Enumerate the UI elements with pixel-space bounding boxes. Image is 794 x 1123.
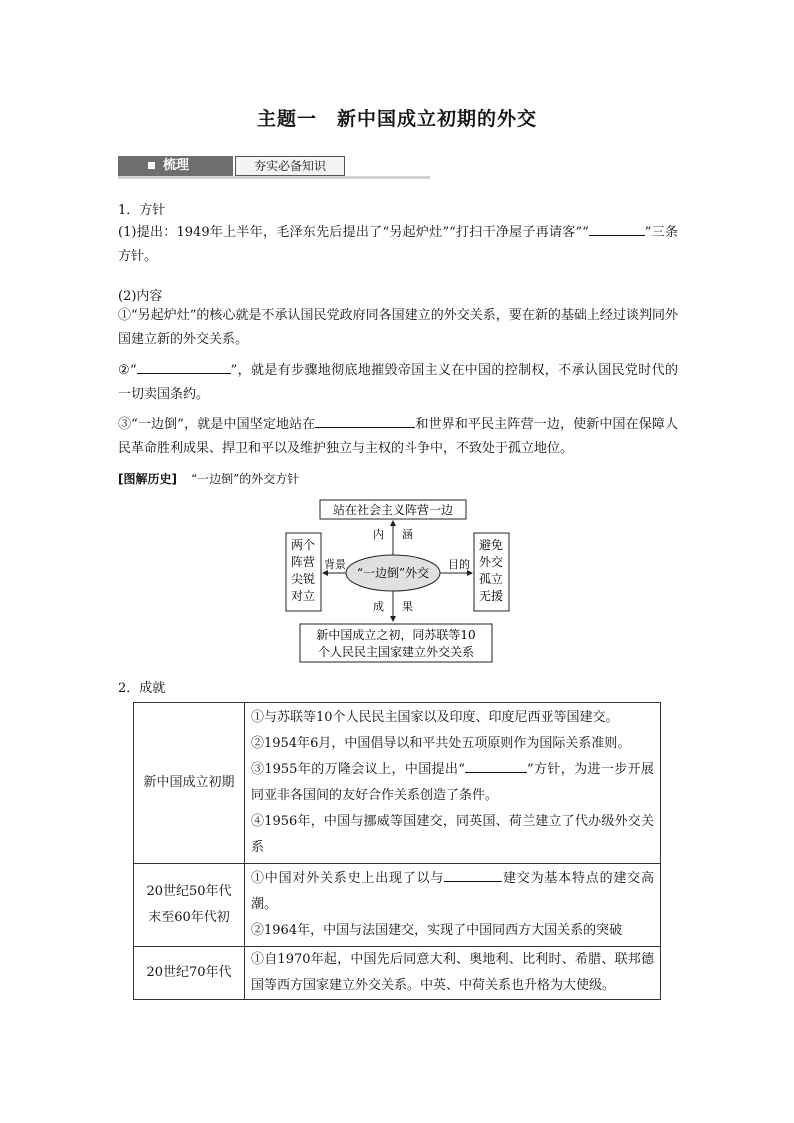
- diagram-label-bottom-b: 果: [402, 600, 413, 613]
- period-cell: [134, 864, 245, 947]
- diagram-label-top-b: 涵: [402, 528, 413, 541]
- figure-tag: [图解历史]: [118, 472, 177, 486]
- fill-blank-4: [465, 758, 527, 773]
- content-item-2-start: ②“: [118, 363, 137, 378]
- list-item-end: ”方针，为进一步开展同亚非各国间的友好合作关系创造了条件。: [251, 762, 654, 803]
- diagram-right-line-4: 无援: [478, 589, 504, 603]
- heading-policy: 1．方针: [118, 203, 166, 218]
- diagram-bottom-line-2: 个人民民主国家建立外交关系: [317, 645, 475, 659]
- policy-proposal: [118, 221, 678, 269]
- diagram-label-top-a: 内: [373, 528, 384, 541]
- diagram-svg: [280, 497, 520, 665]
- diagram-right-line-2: 外交: [478, 555, 504, 569]
- content-item-3-start: ③“一边倒”，就是中国坚定地站在: [118, 417, 316, 432]
- section-divider: [118, 176, 430, 179]
- achievements-table: [133, 702, 661, 1000]
- diagram-right-line-3: 孤立: [478, 572, 504, 586]
- content-item-3: [118, 413, 678, 461]
- list-item-start: ①中国对外关系史上出现了以与: [251, 871, 445, 886]
- section-light-tab: 夯实必备知识: [235, 156, 345, 176]
- content-cell: [245, 947, 661, 1000]
- one-side-diagram: [280, 497, 520, 665]
- fill-blank-3: [315, 413, 415, 428]
- diagram-bottom-line-1: 新中国成立之初，同苏联等10: [316, 628, 476, 642]
- diagram-right-line-1: 避免: [478, 538, 504, 552]
- content-cell: [245, 864, 661, 947]
- diagram-label-left: 背景: [324, 558, 346, 571]
- list-item-end: 建交为基本特点的建交高潮。: [251, 871, 654, 912]
- square-bullet-icon: [148, 162, 155, 169]
- fill-blank-5: [444, 867, 502, 882]
- content-item-2: [118, 359, 678, 407]
- content-item-3-end: 和世界和平民主阵营一边，使新中国在保障人民革命胜利成果、捍卫和平以及维护独立与主权的斗争中，不致处于孤立地位。: [118, 417, 678, 456]
- content-item-1: ①“另起炉灶”的核心就是不承认国民党政府同各国建立的外交关系，要在新的基础上经过谈判同外国建立新的外交关系。: [118, 308, 678, 347]
- list-item: [251, 757, 654, 809]
- table-row: [134, 864, 661, 947]
- diagram-center-text: “一边倒”外交: [356, 566, 430, 580]
- content-item-2-end: ”，就是有步骤地彻底地摧毁帝国主义在中国的控制权，不承认国民党时代的一切卖国条约。: [118, 363, 678, 402]
- list-item-start: ③1955年的万隆会议上，中国提出“: [251, 762, 465, 777]
- page-title: 主题一 新中国成立初期的外交: [256, 108, 537, 130]
- policy-proposal-text: (1)提出：1949年上半年，毛泽东先后提出了“另起炉灶”“打扫干净屋子再请客”“: [118, 225, 589, 240]
- period-cell: 20世纪70年代: [134, 947, 245, 1000]
- heading-achievements: 2．成就: [118, 681, 166, 696]
- diagram-left-line-4: 对立: [290, 589, 316, 603]
- policy-proposal-end: ”三条方针。: [118, 225, 678, 264]
- list-item: ①自1970年起，中国先后同意大利、奥地利、比利时、希腊、联邦德国等西方国家建立外交关系。中英、中荷关系也升格为大使级。: [251, 952, 654, 993]
- period-line-2: 末至60年代初: [148, 910, 230, 925]
- period-cell: 新中国成立初期: [134, 703, 245, 864]
- figure-caption: [118, 470, 299, 487]
- section-dark-tab: [118, 156, 233, 176]
- content-cell: [245, 703, 661, 864]
- diagram-label-right: 目的: [448, 558, 470, 571]
- table-row: [134, 703, 661, 864]
- section-dark-label: 梳理: [163, 158, 190, 173]
- list-item: ④1956年，中国与挪威等国建交，同英国、荷兰建立了代办级外交关系: [251, 814, 654, 855]
- diagram-left-line-1: 两个: [290, 538, 316, 552]
- section-banner: [118, 156, 430, 178]
- list-item: ②1954年6月，中国倡导以和平共处五项原则作为国际关系准则。: [251, 736, 631, 751]
- period-line-1: 20世纪50年代: [146, 884, 232, 899]
- diagram-left-line-3: 尖锐: [290, 572, 316, 586]
- diagram-top-text: 站在社会主义阵营一边: [332, 503, 454, 517]
- content-heading: (2)内容: [118, 289, 163, 304]
- list-item: ②1964年，中国与法国建交，实现了中国同西方大国关系的突破: [251, 923, 623, 938]
- figure-title: “一边倒”的外交方针: [190, 472, 300, 486]
- diagram-label-bottom-a: 成: [373, 600, 384, 613]
- list-item: [251, 866, 654, 918]
- fill-blank-1: [589, 221, 645, 236]
- table-row: [134, 947, 661, 1000]
- diagram-left-line-2: 阵营: [290, 555, 316, 569]
- fill-blank-2: [137, 359, 231, 374]
- list-item: ①与苏联等10个人民民主国家以及印度、印度尼西亚等国建交。: [251, 710, 619, 725]
